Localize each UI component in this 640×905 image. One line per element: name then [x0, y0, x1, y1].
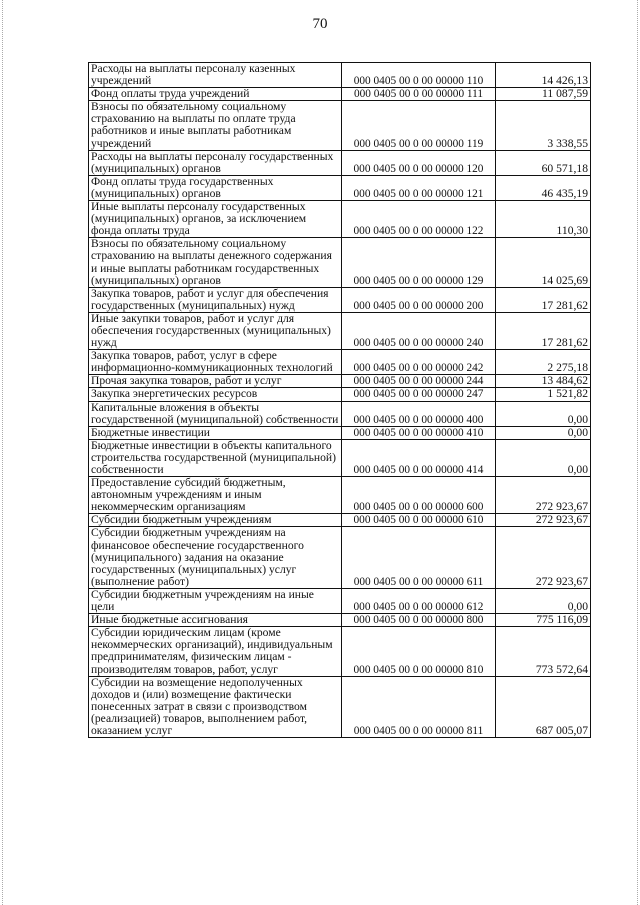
amount-cell: 272 923,67 [496, 477, 591, 514]
table-row [89, 439, 591, 476]
table-row [89, 150, 591, 175]
table-row [89, 175, 591, 200]
table-row [89, 312, 591, 349]
budget-code-cell: 000 0405 00 0 00 00000 811 [342, 676, 496, 737]
scan-edge-left [2, 0, 6, 905]
budget-code-cell: 000 0405 00 0 00 00000 410 [342, 426, 496, 439]
budget-code-cell: 000 0405 00 0 00 00000 129 [342, 238, 496, 287]
expense-name-cell: Субсидии бюджетным учреждениям [89, 514, 342, 527]
table-row [89, 88, 591, 101]
table-row [89, 63, 591, 88]
amount-cell: 2 275,18 [496, 350, 591, 375]
amount-cell: 1 521,82 [496, 388, 591, 401]
budget-code-cell: 000 0405 00 0 00 00000 414 [342, 439, 496, 476]
amount-cell: 687 005,07 [496, 676, 591, 737]
budget-code-cell: 000 0405 00 0 00 00000 610 [342, 514, 496, 527]
amount-cell: 17 281,62 [496, 287, 591, 312]
budget-code-cell: 000 0405 00 0 00 00000 242 [342, 350, 496, 375]
table-row [89, 676, 591, 737]
amount-cell: 60 571,18 [496, 150, 591, 175]
scan-edge-right [634, 0, 638, 905]
amount-cell: 773 572,64 [496, 627, 591, 676]
amount-cell: 0,00 [496, 401, 591, 426]
table-row [89, 350, 591, 375]
expense-name-cell: Предоставление субсидий бюджетным, автономным учреждениям и иным некоммерческим организациям [89, 477, 342, 514]
amount-cell: 0,00 [496, 588, 591, 613]
table-row [89, 514, 591, 527]
table-row [89, 477, 591, 514]
amount-cell: 272 923,67 [496, 527, 591, 588]
budget-code-cell: 000 0405 00 0 00 00000 800 [342, 614, 496, 627]
table-row [89, 375, 591, 388]
budget-code-cell: 000 0405 00 0 00 00000 200 [342, 287, 496, 312]
budget-table-body [89, 63, 591, 738]
expense-name-cell: Закупка товаров, работ, услуг в сфере информационно-коммуникационных технологий [89, 350, 342, 375]
expense-name-cell: Субсидии бюджетным учреждениям на финансовое обеспечение государственного (муниципального) задания на оказание государственных (муниципальных) услуг (выполнение работ) [89, 527, 342, 588]
amount-cell: 13 484,62 [496, 375, 591, 388]
expense-name-cell: Фонд оплаты труда учреждений [89, 88, 342, 101]
table-row [89, 287, 591, 312]
budget-code-cell: 000 0405 00 0 00 00000 400 [342, 401, 496, 426]
amount-cell: 0,00 [496, 439, 591, 476]
table-row [89, 101, 591, 150]
amount-cell: 11 087,59 [496, 88, 591, 101]
expense-name-cell: Закупка товаров, работ и услуг для обеспечения государственных (муниципальных) нужд [89, 287, 342, 312]
table-row [89, 238, 591, 287]
budget-code-cell: 000 0405 00 0 00 00000 612 [342, 588, 496, 613]
table-row [89, 527, 591, 588]
amount-cell: 272 923,67 [496, 514, 591, 527]
amount-cell: 775 116,09 [496, 614, 591, 627]
expense-name-cell: Субсидии на возмещение недополученных доходов и (или) возмещение фактически понесенных затрат в связи с производством (реализацией) товаров, выполнением работ, оказанием услуг [89, 676, 342, 737]
budget-code-cell: 000 0405 00 0 00 00000 121 [342, 175, 496, 200]
table-row [89, 614, 591, 627]
expense-name-cell: Субсидии бюджетным учреждениям на иные цели [89, 588, 342, 613]
table-row [89, 627, 591, 676]
expense-name-cell: Бюджетные инвестиции в объекты капитального строительства государственной (муниципальной) собственности [89, 439, 342, 476]
amount-cell: 14 025,69 [496, 238, 591, 287]
budget-code-cell: 000 0405 00 0 00 00000 110 [342, 63, 496, 88]
expense-name-cell: Взносы по обязательному социальному страхованию на выплаты по оплате труда работников и иные выплаты работникам учреждений [89, 101, 342, 150]
budget-code-cell: 000 0405 00 0 00 00000 244 [342, 375, 496, 388]
expense-name-cell: Капитальные вложения в объекты государственной (муниципальной) собственности [89, 401, 342, 426]
expense-name-cell: Взносы по обязательному социальному страхованию на выплаты денежного содержания и иные выплаты работникам государственных (муниципальных) органов [89, 238, 342, 287]
budget-code-cell: 000 0405 00 0 00 00000 240 [342, 312, 496, 349]
table-row [89, 201, 591, 238]
budget-code-cell: 000 0405 00 0 00 00000 810 [342, 627, 496, 676]
table-row [89, 401, 591, 426]
page-number: 70 [312, 16, 328, 32]
budget-code-cell: 000 0405 00 0 00 00000 111 [342, 88, 496, 101]
table-row [89, 388, 591, 401]
expense-name-cell: Бюджетные инвестиции [89, 426, 342, 439]
budget-code-cell: 000 0405 00 0 00 00000 611 [342, 527, 496, 588]
amount-cell: 110,30 [496, 201, 591, 238]
budget-code-cell: 000 0405 00 0 00 00000 600 [342, 477, 496, 514]
budget-code-cell: 000 0405 00 0 00 00000 120 [342, 150, 496, 175]
expense-name-cell: Иные закупки товаров, работ и услуг для обеспечения государственных (муниципальных) нужд [89, 312, 342, 349]
amount-cell: 46 435,19 [496, 175, 591, 200]
table-row [89, 588, 591, 613]
expense-name-cell: Расходы на выплаты персоналу государственных (муниципальных) органов [89, 150, 342, 175]
amount-cell: 3 338,55 [496, 101, 591, 150]
table-row [89, 426, 591, 439]
budget-table [88, 62, 591, 738]
budget-code-cell: 000 0405 00 0 00 00000 247 [342, 388, 496, 401]
amount-cell: 14 426,13 [496, 63, 591, 88]
expense-name-cell: Субсидии юридическим лицам (кроме некоммерческих организаций), индивидуальным предпринимателям, физическим лицам - производителям товаров, работ, услуг [89, 627, 342, 676]
budget-code-cell: 000 0405 00 0 00 00000 122 [342, 201, 496, 238]
expense-name-cell: Фонд оплаты труда государственных (муниципальных) органов [89, 175, 342, 200]
amount-cell: 0,00 [496, 426, 591, 439]
expense-name-cell: Иные выплаты персоналу государственных (муниципальных) органов, за исключением фонда оплаты труда [89, 201, 342, 238]
expense-name-cell: Прочая закупка товаров, работ и услуг [89, 375, 342, 388]
expense-name-cell: Иные бюджетные ассигнования [89, 614, 342, 627]
amount-cell: 17 281,62 [496, 312, 591, 349]
expense-name-cell: Закупка энергетических ресурсов [89, 388, 342, 401]
budget-code-cell: 000 0405 00 0 00 00000 119 [342, 101, 496, 150]
expense-name-cell: Расходы на выплаты персоналу казенных учреждений [89, 63, 342, 88]
